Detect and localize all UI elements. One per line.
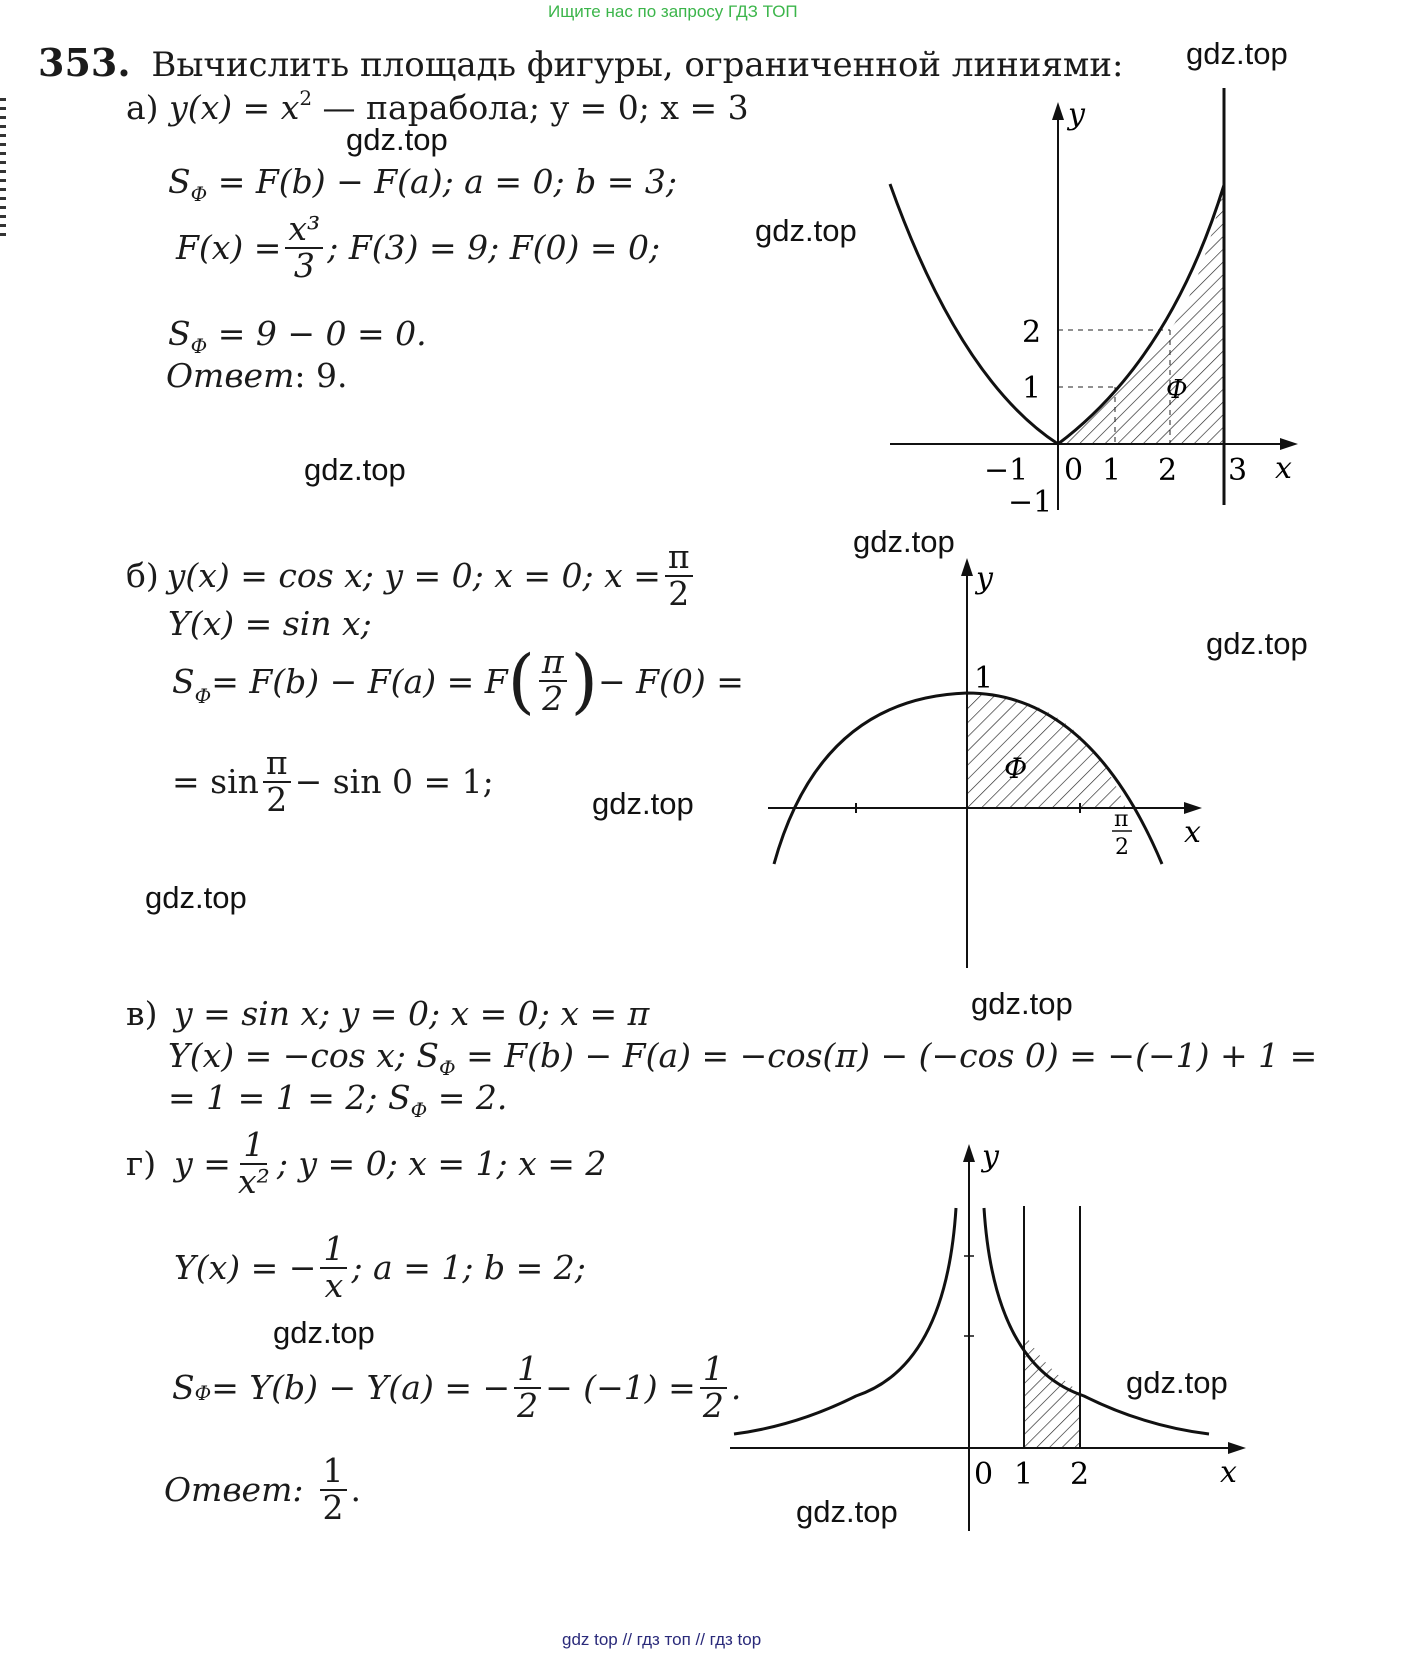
footer: gdz top // гдз топ // гдз top (562, 1630, 762, 1649)
watermark: gdz.top (592, 786, 694, 821)
hyperbola-left (734, 1208, 956, 1434)
watermark: gdz.top (304, 452, 406, 487)
y-axis-arrow (1052, 102, 1064, 120)
region-label: Ф (1004, 752, 1028, 785)
x-axis-label: x (1220, 1455, 1237, 1490)
y-axis-arrow (961, 558, 973, 576)
part-g-line2: S Ф = Y(b) − Y(a) = − $\frac{1}{2}$ − (−1) = $\frac{1}{2}$ . (172, 1349, 742, 1425)
page-edge-marks (0, 98, 6, 236)
part-g-statement: г) y = $\frac{1}{\text{x²}}$ ; y = 0; x = 1; x = 2 (126, 1125, 607, 1201)
watermark: gdz.top (853, 524, 955, 559)
tick-label: 1 (1022, 371, 1042, 406)
region-label: Ф (1166, 375, 1188, 405)
graph-b (760, 548, 1220, 973)
part-v-line1: Y(x) = −cos x; $S_Ф = F(b) - F(a) = -\cos(\pi) - (-\cos$ 0) = −(−1) + 1 = (168, 1036, 1318, 1080)
region-phi (1058, 185, 1224, 444)
watermark: gdz.top (346, 122, 448, 157)
tick-label: 3 (1228, 453, 1248, 488)
y-axis-label: y (982, 1139, 999, 1174)
part-a-line2: F(x) = $\frac{\text{x³}}{3}$ ; F(3) = 9; F(0) = 0; (176, 209, 661, 285)
part-g-answer: Ответ: $\frac{1}{2}$ . (164, 1451, 361, 1527)
part-a-statement: а) $y(x) = x^2$ — парабола; y = 0; x = 3 (126, 86, 749, 127)
y-axis-label: y (1068, 97, 1085, 132)
tick-label: 1 (1014, 1457, 1034, 1492)
part-b-line2: S Ф = F(b) − F(a) = F ( $\frac{\pi}{2}$ ) − F(0) = (172, 640, 744, 722)
graph-a (870, 80, 1310, 520)
watermark: gdz.top (755, 213, 857, 248)
region-phi (967, 693, 1126, 808)
part-b-line1: Y(x) = sin x; (168, 604, 372, 643)
tick-label: 0 (974, 1457, 994, 1492)
problem-title: Вычислить площадь фигуры, ограниченной линиями: (151, 45, 1124, 85)
tick-label: 2 (1070, 1457, 1090, 1492)
tick-label-2: 2 (1115, 835, 1129, 860)
tick-label: 1 (974, 661, 994, 696)
part-b-statement: б) y(x) = cos x; y = 0; x = 0; x = $\frac{\pi}{2}$ (126, 540, 697, 611)
hyperbola-right (984, 1208, 1209, 1434)
problem-number: 353. (38, 40, 131, 85)
part-a-line3: $S_Ф = 9 - 0 = 0$. (168, 314, 427, 358)
part-g-line1: Y(x) = − $\frac{1}{x}$ ; a = 1; b = 2; (174, 1229, 586, 1305)
watermark: gdz.top (1126, 1365, 1228, 1400)
watermark: gdz.top (1206, 626, 1308, 661)
tick-label: −1 (984, 453, 1029, 488)
problem-heading (38, 40, 1123, 85)
tick-label: 1 (1102, 453, 1122, 488)
watermark: gdz.top (1186, 36, 1288, 71)
y-axis-label: y (976, 561, 993, 596)
watermark: gdz.top (796, 1494, 898, 1529)
part-a-line1: $S_Ф = F(b) - F(a)$; a = 0; b = 3; (168, 162, 677, 206)
top-note: Ищите нас по запросу ГДЗ ТОП (548, 2, 798, 21)
graph-g (724, 1136, 1254, 1536)
tick-label: 0 (1064, 453, 1084, 488)
x-axis-label: x (1184, 815, 1201, 850)
watermark: gdz.top (971, 986, 1073, 1021)
part-v-line2: = 1 = 1 = 2; $S_Ф = 2$. (168, 1078, 508, 1122)
tick-label: 2 (1022, 315, 1042, 350)
x-axis-arrow (1280, 438, 1298, 450)
part-a-answer: Ответ: 9. (166, 356, 348, 395)
part-b-line3: = sin $\frac{\pi}{2}$ − sin 0 = 1; (172, 743, 494, 819)
tick-label-pi: π (1114, 807, 1129, 832)
x-axis-arrow (1184, 802, 1202, 814)
tick-label: 2 (1158, 453, 1178, 488)
part-v-statement: в) y = sin x; y = 0; x = 0; x = π (126, 994, 650, 1033)
watermark: gdz.top (273, 1315, 375, 1350)
watermark: gdz.top (145, 880, 247, 915)
x-axis-arrow (1228, 1442, 1246, 1454)
x-axis-label: x (1275, 451, 1292, 486)
y-axis-arrow (963, 1144, 975, 1162)
tick-label: −1 (1008, 485, 1053, 520)
